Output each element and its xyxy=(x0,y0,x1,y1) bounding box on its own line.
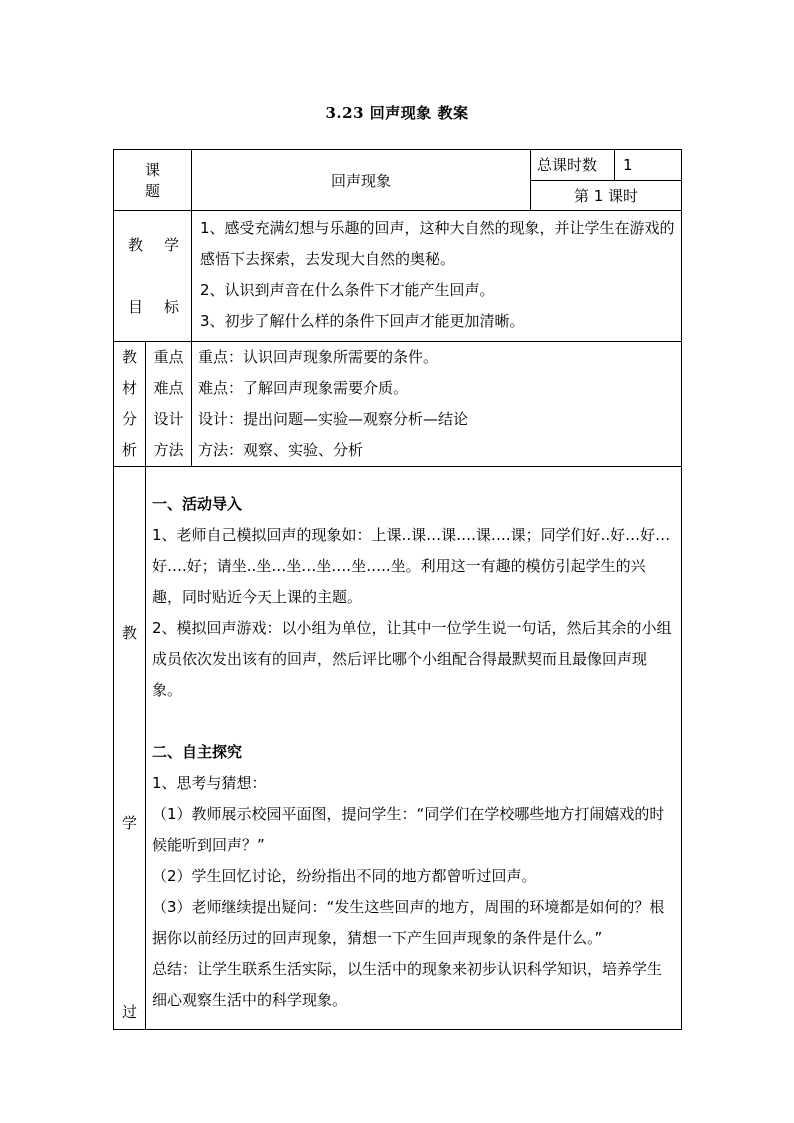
goals-label-char: 目 xyxy=(128,298,144,316)
paragraph: 1、老师自己模拟回声的现象如：上课..课…课….课….课；同学们好..好…好…好….好；请坐..坐…坐…坐….坐…..坐。利用这一有趣的模仿引起学生的兴趣，同时贴近今天上课的主题。 xyxy=(152,526,671,606)
analysis-label-char: 析 xyxy=(121,441,137,459)
total-hours-value: 1 xyxy=(615,150,682,181)
analysis-line: 重点：认识回声现象所需要的条件。 xyxy=(198,348,439,366)
goals-label-char: 教 xyxy=(128,236,144,254)
analysis-label-char: 分 xyxy=(121,410,137,428)
paragraph: 1、思考与猜想： xyxy=(152,774,267,792)
paragraph: 总结：让学生联系生活实际，以生活中的现象来初步认识科学知识，培养学生细心观察生活中的科学现象。 xyxy=(152,960,663,1009)
analysis-line: 设计：提出问题—实验—观察分析—结论 xyxy=(198,410,469,428)
course-label: 课 题 xyxy=(114,150,192,211)
total-hours-label: 总课时数 xyxy=(531,150,615,181)
analysis-line: 方法：观察、实验、分析 xyxy=(198,441,364,459)
analysis-sublabel: 设计 xyxy=(153,410,184,428)
goals-label-char: 学 xyxy=(163,236,179,254)
goals-content xyxy=(192,211,682,342)
process-label-char: 教 xyxy=(121,624,137,642)
process-label-char: 过 xyxy=(121,1003,137,1021)
analysis-sublabel: 重点 xyxy=(153,348,184,366)
paragraph: 2、模拟回声游戏：以小组为单位，让其中一位学生说一句话，然后其余的小组成员依次发出该有的回声，然后评比哪个小组配合得最默契而且最像回声现象。 xyxy=(152,619,672,699)
lesson-number: 第 1 课时 xyxy=(531,180,682,211)
analysis-sublabel: 难点 xyxy=(153,379,184,397)
process-label xyxy=(114,467,146,1030)
goal-item: 3、初步了解什么样的条件下回声才能更加清晰。 xyxy=(200,312,525,330)
document-title: 3.23 回声现象 教案 xyxy=(325,104,469,122)
goal-item: 1、感受充满幻想与乐趣的回声，这种大自然的现象，并让学生在游戏的感悟下去探索，去发现大自然的奥秘。 xyxy=(200,219,675,268)
analysis-content xyxy=(192,342,682,467)
analysis-sublabel: 方法 xyxy=(153,441,184,459)
paragraph: （3）老师继续提出疑问：“发生这些回声的地方，周围的环境都是如何的？根据你以前经历过的回声现象，猜想一下产生回声现象的条件是什么。” xyxy=(152,898,665,947)
goal-item: 2、认识到声音在什么条件下才能产生回声。 xyxy=(200,281,495,299)
paragraph: （2）学生回忆讨论，纷纷指出不同的地方都曾听过回声。 xyxy=(152,867,537,885)
section-heading: 二、自主探究 xyxy=(152,743,243,761)
process-content xyxy=(146,467,682,1030)
lesson-plan-table xyxy=(113,149,682,1030)
paragraph: （1）教师展示校园平面图，提问学生：“同学们在学校哪些地方打闹嬉戏的时候能听到回声？” xyxy=(152,805,665,854)
analysis-label-char: 材 xyxy=(121,379,137,397)
analysis-label-char: 教 xyxy=(121,348,137,366)
analysis-sublabels xyxy=(146,342,192,467)
analysis-line: 难点：了解回声现象需要介质。 xyxy=(198,379,409,397)
course-title: 回声现象 xyxy=(192,150,531,211)
process-label-char: 学 xyxy=(121,814,137,832)
goals-label-char: 标 xyxy=(163,298,179,316)
section-heading: 一、活动导入 xyxy=(152,495,243,513)
analysis-label xyxy=(114,342,146,467)
goals-label xyxy=(114,211,192,342)
